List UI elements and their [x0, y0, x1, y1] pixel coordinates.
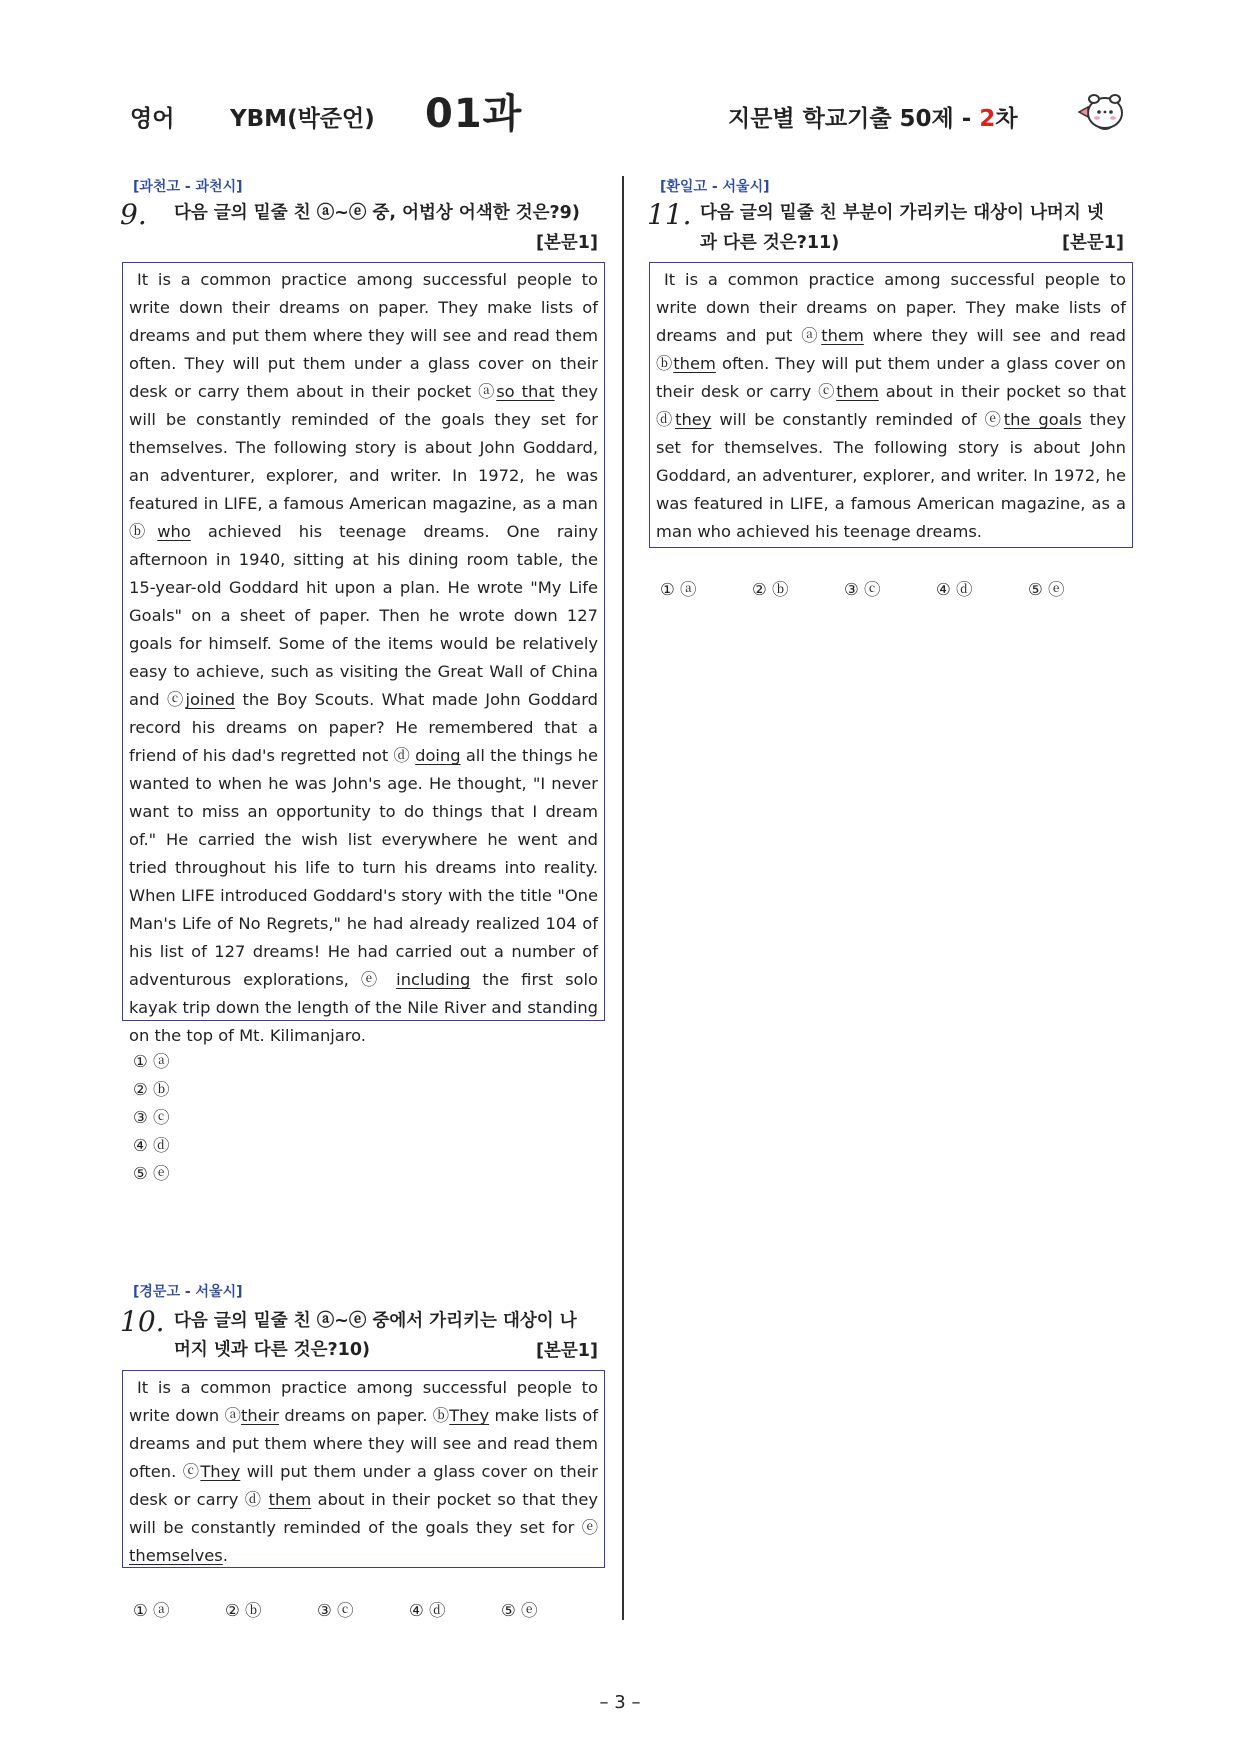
underlined-term: them — [268, 1490, 312, 1509]
q11-option-1[interactable]: ① ⓐ — [660, 580, 697, 599]
page-header — [130, 82, 1130, 142]
passage-text: achieved his teenage dreams. One rainy afternoon in 1940, sitting at his dining room table, the 15-year-old Goddard hit upon a plan. He wrote "My Life Goals" on a sheet of paper. Then he wrote down 127 goals for himself. Some of the items would be relatively easy to achieve, such as visiting the Great Wall of China and ⓒ — [129, 522, 598, 709]
passage-text: dreams on paper. ⓑ — [278, 1406, 450, 1425]
passage-text: It is a common practice among successful people to write down their dreams on paper. They make lists of dreams and put ⓐ — [656, 270, 1126, 345]
q9-option-3[interactable]: ③ ⓒ — [133, 1108, 170, 1127]
underlined-term: them — [836, 382, 879, 401]
q11-passage — [656, 266, 1126, 546]
q9-option-4[interactable]: ④ ⓓ — [133, 1136, 170, 1155]
mascot-icon — [1075, 86, 1127, 136]
underlined-term: They — [200, 1462, 241, 1481]
passage-text: It is a common practice among successful people to write down ⓐ — [129, 1378, 598, 1425]
underlined-term: who — [157, 522, 191, 541]
underlined-term: including — [396, 970, 471, 989]
column-divider — [622, 176, 624, 1620]
passage-text: about in their pocket so that they will be constantly reminded of the goals they set for ⓔ — [129, 1490, 598, 1537]
q11-passage-box — [649, 262, 1133, 548]
lesson-title: 01과 — [425, 91, 523, 137]
q10-option-2[interactable]: ② ⓑ — [225, 1601, 262, 1620]
underlined-term: so that — [496, 382, 555, 401]
q9-number: 9. — [120, 198, 147, 231]
q9-source: [과천고 - 과천시] — [133, 179, 243, 195]
passage-text: they set for themselves. The following story is about John Goddard, an adventurer, explorer, and writer. In 1972, he was featured in LIFE, a famous American magazine, as a man who achieved his teenage dreams. — [656, 410, 1126, 541]
passage-text: about in their pocket so that ⓓ — [656, 382, 1126, 429]
q10-options — [133, 1597, 538, 1621]
underlined-term: They — [449, 1406, 490, 1425]
q10-option-1[interactable]: ① ⓐ — [133, 1601, 170, 1620]
set-prefix: 지문별 학교기출 50제 - — [728, 106, 980, 132]
passage-text: the first solo kayak trip down the length of the Nile River and standing on the top of Mt. Kilimanjaro. — [129, 970, 598, 1045]
underlined-term: doing — [415, 746, 461, 765]
q10-passage — [129, 1374, 598, 1570]
passage-text: . — [222, 1546, 228, 1565]
set-label — [728, 100, 1018, 133]
q11-question-line2: 과 다른 것은?11) — [700, 233, 840, 253]
passage-text: all the things he wanted to when he was John's age. He thought, "I never want to miss an opportunity to do things that I dream of." He carried the wish list everywhere he went and tried throughout his life to turn his dreams into reality. When LIFE introduced Goddard's story with the title "One Man's Life of No Regrets," he had already realized 104 of his list of 127 dreams! He had carried out a number of adventurous explorations, ⓔ — [129, 746, 598, 989]
q10-source: [경문고 - 서울시] — [133, 1284, 243, 1300]
passage-text: will put them under a glass cover on their desk or carry ⓓ — [129, 1462, 598, 1509]
passage-text: where they will see and read ⓑ — [656, 326, 1127, 373]
underlined-term: them — [673, 354, 716, 373]
q9-option-2[interactable]: ② ⓑ — [133, 1080, 170, 1099]
q11-options — [660, 576, 1065, 600]
underlined-term: their — [241, 1406, 279, 1425]
q10-question-line1: 다음 글의 밑줄 친 ⓐ~ⓔ 중에서 가리키는 대상이 나 — [174, 1311, 577, 1331]
underlined-term: joined — [185, 690, 236, 709]
q11-option-3[interactable]: ③ ⓒ — [844, 580, 881, 599]
q11-tag: [본문1] — [1062, 233, 1124, 253]
q9-question: 다음 글의 밑줄 친 ⓐ~ⓔ 중, 어법상 어색한 것은?9) — [174, 203, 580, 223]
underlined-term: them — [821, 326, 864, 345]
q11-option-2[interactable]: ② ⓑ — [752, 580, 789, 599]
passage-text: they will be constantly reminded of the goals they set for themselves. The following story is about John Goddard, an adventurer, explorer, and writer. In 1972, he was featured in LIFE, a famous American magazine, as a man ⓑ — [129, 382, 599, 541]
passage-text: will be constantly reminded of ⓔ — [711, 410, 1004, 429]
underlined-term: themselves — [129, 1546, 223, 1565]
q9-passage-box — [122, 262, 605, 1045]
q9-tag: [본문1] — [536, 233, 598, 253]
q10-option-5[interactable]: ⑤ ⓔ — [501, 1601, 538, 1620]
q10-question-line2: 머지 넷과 다른 것은?10) — [174, 1340, 371, 1360]
q10-passage-box — [122, 1370, 605, 1568]
underlined-term: they — [675, 410, 712, 429]
q11-number: 11. — [647, 198, 692, 231]
q11-question-line1: 다음 글의 밑줄 친 부분이 가리키는 대상이 나머지 넷 — [700, 203, 1104, 223]
q10-number: 10. — [120, 1305, 165, 1338]
q9-option-5[interactable]: ⑤ ⓔ — [133, 1164, 170, 1183]
passage-text: often. They will put them under a glass cover on their desk or carry ⓒ — [656, 354, 1126, 401]
q10-tag: [본문1] — [536, 1341, 598, 1361]
passage-text: the Boy Scouts. What made John Goddard record his dreams on paper? He remembered that a friend of his dad's regretted not ⓓ — [129, 690, 598, 765]
set-suffix: 차 — [995, 106, 1018, 132]
q11-source: [환일고 - 서울시] — [660, 179, 770, 195]
passage-text: make lists of dreams and put them where they will see and read them often. ⓒ — [129, 1406, 598, 1481]
subject-label: 영어 — [130, 106, 175, 132]
q11-option-4[interactable]: ④ ⓓ — [936, 580, 973, 599]
page-number: – 3 – — [599, 1692, 641, 1713]
q11-option-5[interactable]: ⑤ ⓔ — [1028, 580, 1065, 599]
publisher-label: YBM(박준언) — [230, 106, 375, 132]
q9-option-1[interactable]: ① ⓐ — [133, 1052, 170, 1071]
passage-text: It is a common practice among successful people to write down their dreams on paper. They make lists of dreams and put them where they will see and read them often. They will put them under a glass cover on their desk or carry them about in their pocket ⓐ — [129, 270, 598, 401]
q9-passage — [129, 266, 598, 1050]
q9-options — [133, 1048, 170, 1188]
set-number: 2 — [979, 106, 996, 132]
underlined-term: the goals — [1003, 410, 1082, 429]
q10-option-4[interactable]: ④ ⓓ — [409, 1601, 446, 1620]
q10-option-3[interactable]: ③ ⓒ — [317, 1601, 354, 1620]
